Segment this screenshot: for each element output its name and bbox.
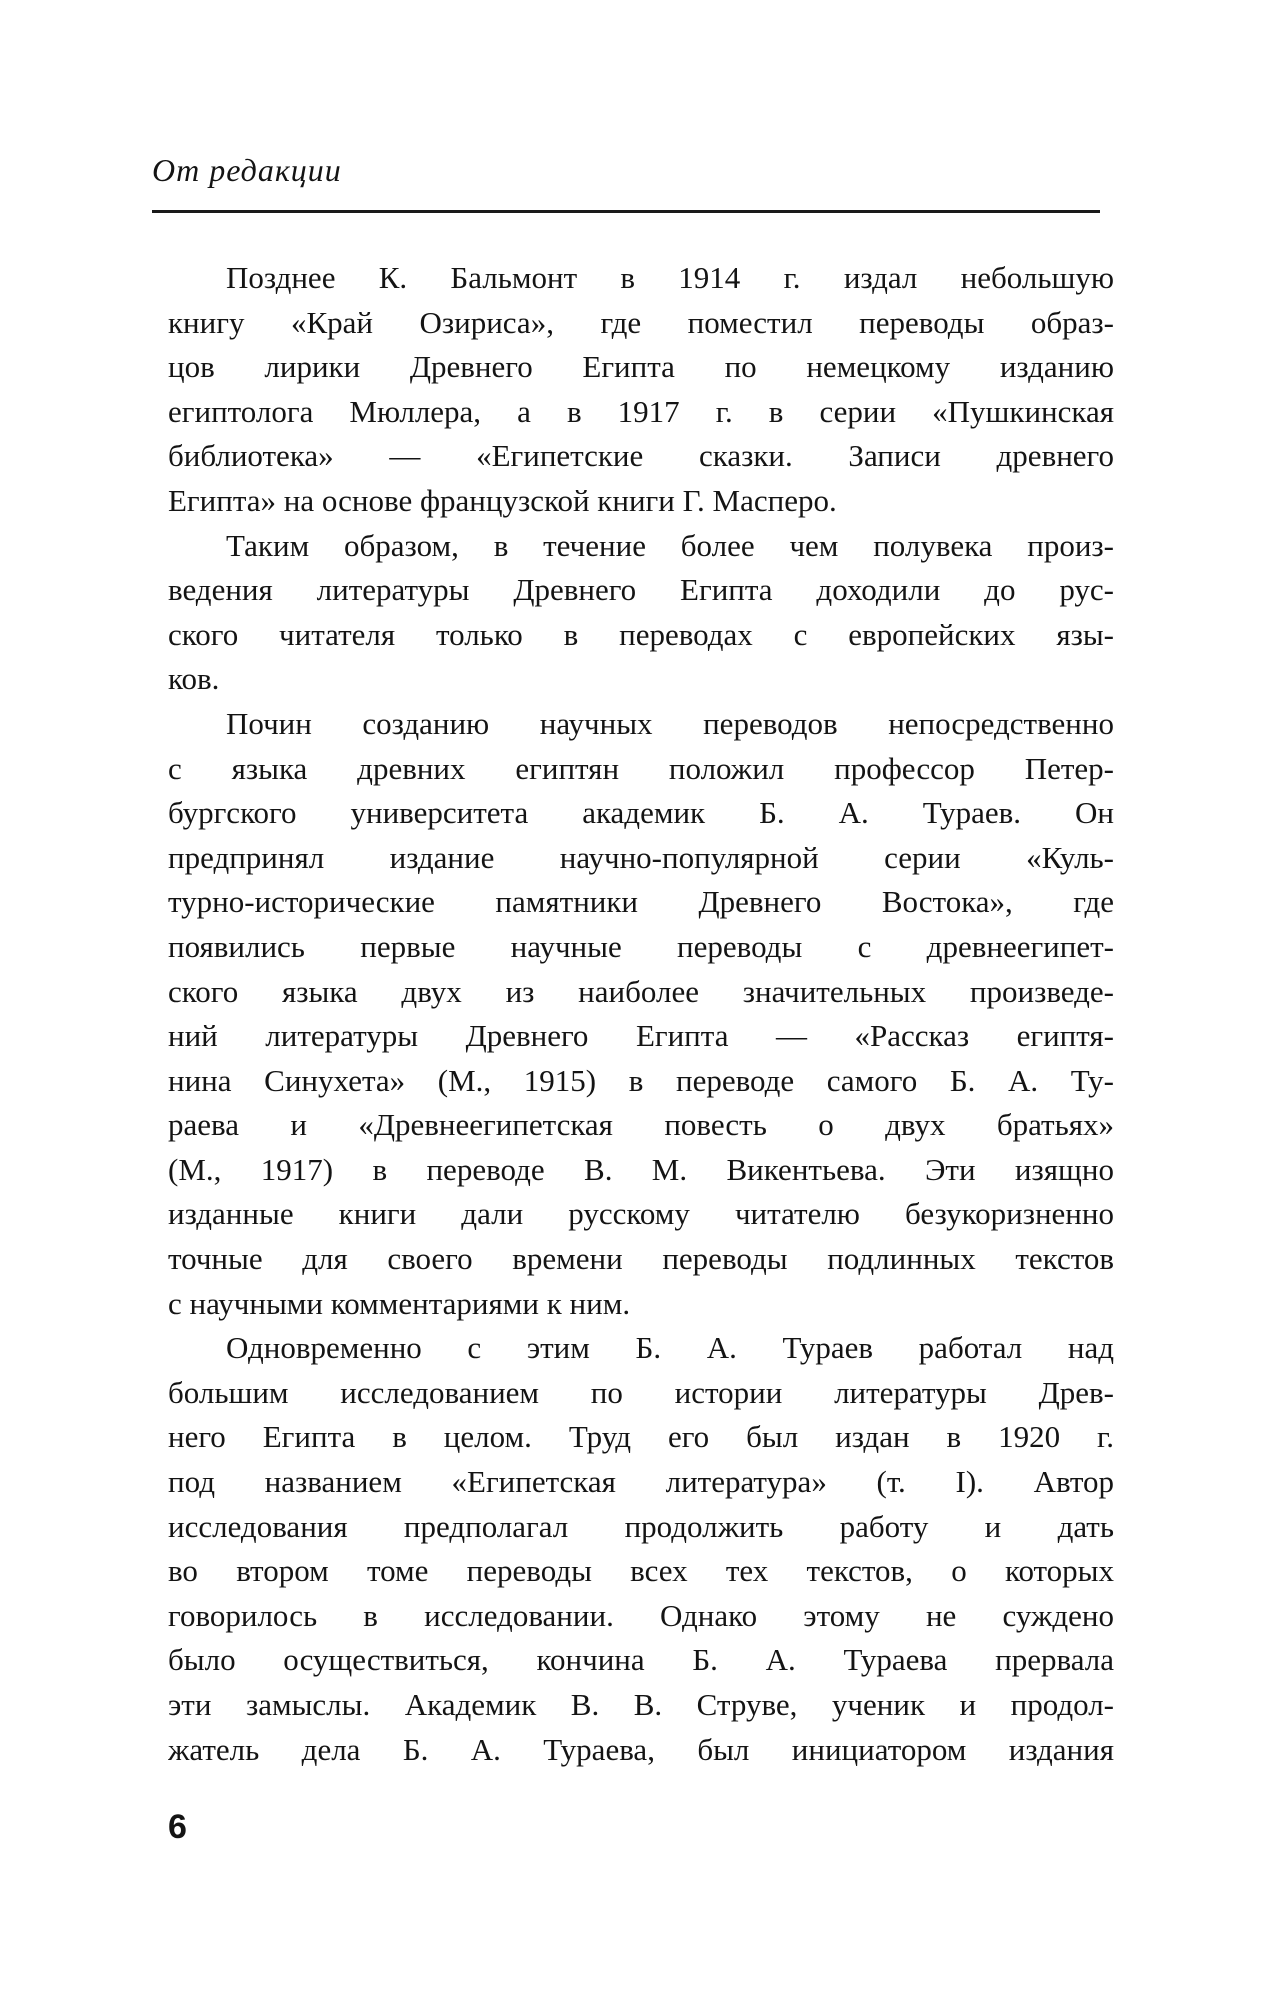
text-line: исследования предполагал продолжить работу и дать xyxy=(168,1508,1114,1544)
text-line: ний литературы Древнего Египта — «Рассказ египтя- xyxy=(168,1018,1114,1054)
header-rule xyxy=(152,210,1100,213)
text-line: Почин созданию научных переводов непосредственно xyxy=(226,705,1114,741)
text-line: жатель дела Б. А. Тураева, был инициатором издания xyxy=(168,1731,1114,1767)
text-line: него Египта в целом. Труд его был издан в 1920 г. xyxy=(168,1419,1114,1455)
text-line: с научными комментариями к ним. xyxy=(168,1285,631,1321)
text-line: нина Синухета» (М., 1915) в переводе самого Б. А. Ту- xyxy=(168,1062,1114,1098)
text-line: Одновременно с этим Б. А. Тураев работал над xyxy=(226,1330,1114,1366)
text-line: точные для своего времени переводы подлинных текстов xyxy=(168,1241,1114,1277)
text-line: египтолога Мюллера, а в 1917 г. в серии «Пушкинская xyxy=(168,393,1114,429)
text-line: книгу «Край Озириса», где поместил переводы образ- xyxy=(168,304,1114,340)
page-number: 6 xyxy=(168,1808,187,1846)
text-line: цов лирики Древнего Египта по немецкому изданию xyxy=(168,349,1114,385)
text-line: было осуществиться, кончина Б. А. Тураева прервала xyxy=(168,1642,1114,1678)
body-text xyxy=(168,256,1114,1772)
text-line: библиотека» — «Египетские сказки. Записи древнего xyxy=(168,438,1114,474)
paragraph-1 xyxy=(168,256,1114,524)
text-line: ведения литературы Древнего Египта доходили до рус- xyxy=(168,572,1114,608)
text-line: изданные книги дали русскому читателю безукоризненно xyxy=(168,1196,1114,1232)
running-head: От редакции xyxy=(152,152,342,188)
text-line: появились первые научные переводы с древнеегипет- xyxy=(168,928,1114,964)
paragraph-4 xyxy=(168,1326,1114,1772)
text-line: турно-исторические памятники Древнего Востока», где xyxy=(168,884,1114,920)
text-line: Таким образом, в течение более чем полувека произ- xyxy=(226,527,1114,563)
text-line: с языка древних египтян положил профессор Петер- xyxy=(168,750,1114,786)
text-line: ского языка двух из наиболее значительных произведе- xyxy=(168,973,1114,1009)
text-line: предпринял издание научно-популярной серии «Куль- xyxy=(168,839,1114,875)
text-line: ского читателя только в переводах с европейских язы- xyxy=(168,616,1114,652)
text-line: эти замыслы. Академик В. В. Струве, ученик и продол- xyxy=(168,1687,1114,1722)
text-line: Позднее К. Бальмонт в 1914 г. издал небольшую xyxy=(226,260,1114,295)
text-line: раева и «Древнеегипетская повесть о двух братьях» xyxy=(168,1107,1114,1143)
paragraph-3 xyxy=(168,702,1114,1326)
text-line: ков. xyxy=(168,661,220,697)
text-line: Египта» на основе французской книги Г. Масперо. xyxy=(168,482,837,518)
text-line: под названием «Египетская литература» (т. I). Автор xyxy=(168,1464,1114,1500)
text-line: во втором томе переводы всех тех текстов, о которых xyxy=(168,1553,1114,1589)
text-line: большим исследованием по истории литературы Древ- xyxy=(168,1374,1114,1410)
text-line: говорилось в исследовании. Однако этому не суждено xyxy=(168,1597,1114,1633)
paragraph-2 xyxy=(168,524,1114,702)
text-line: (М., 1917) в переводе В. М. Викентьева. Эти изящно xyxy=(168,1151,1114,1187)
text-line: бургского университета академик Б. А. Тураев. Он xyxy=(168,795,1114,831)
